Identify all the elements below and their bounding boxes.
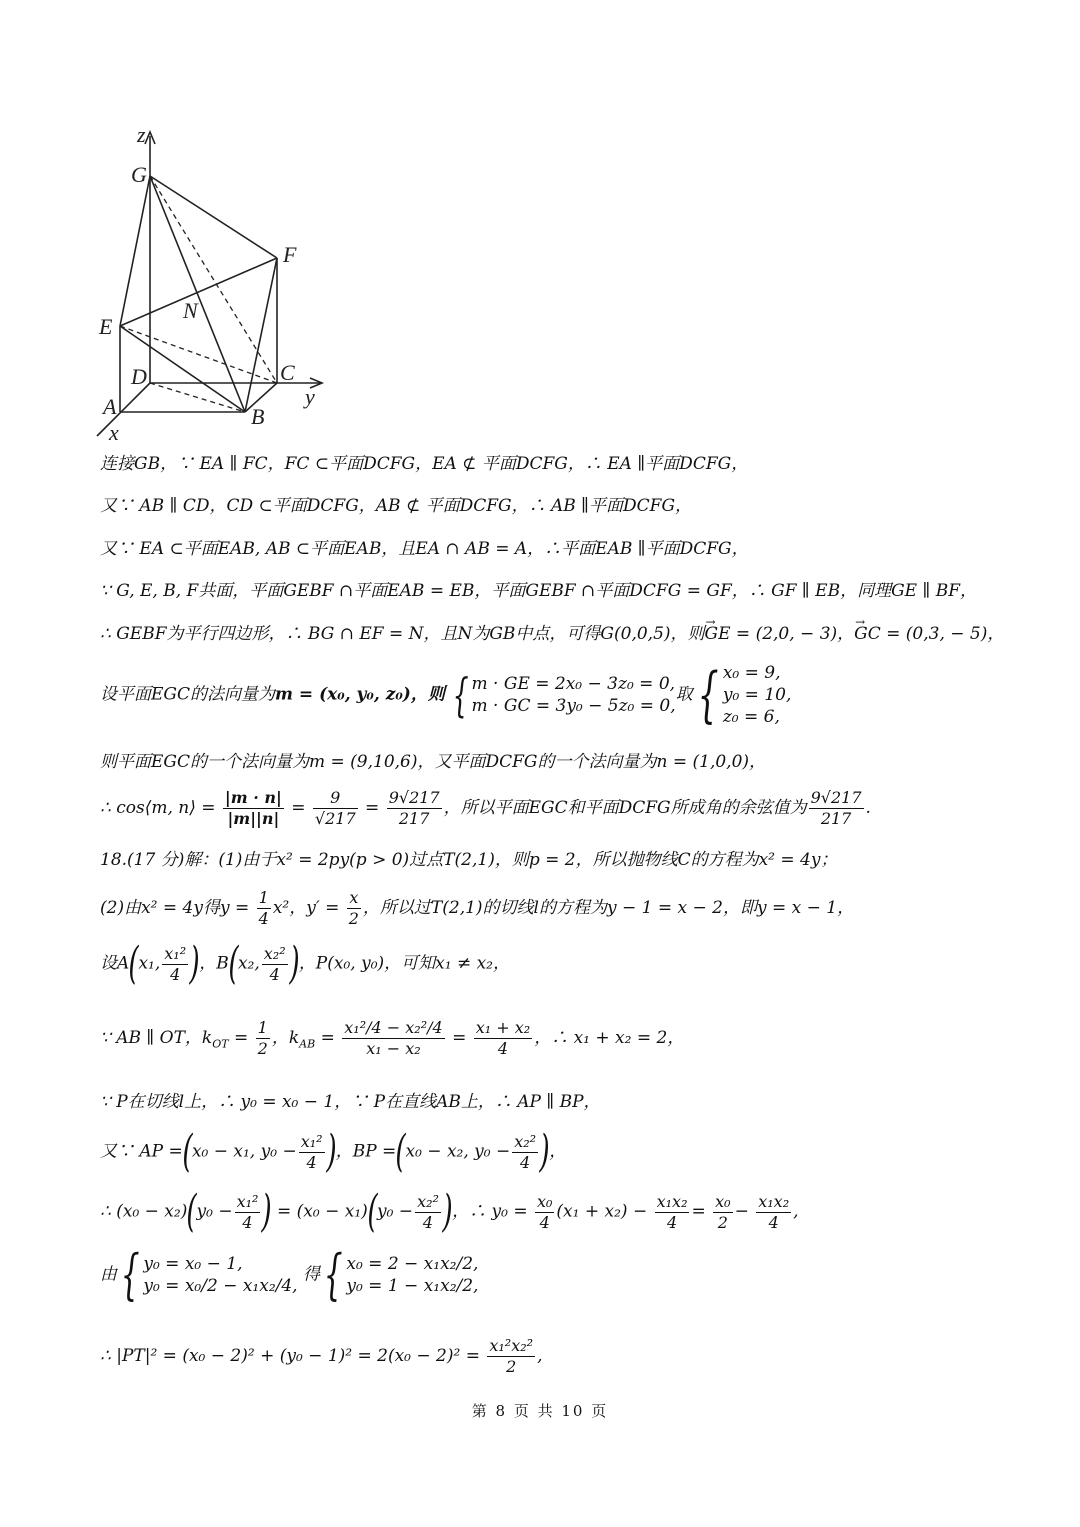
label-y: y: [305, 384, 315, 409]
line-14: 又∵ AP =(x₀ − x₁, y₀ − $\frac{\text{x₁²}}{4}$ )，BP =(x₀ − x₂, y₀ − $\frac{\text{x₂²}}{4}$ )，: [100, 1126, 567, 1177]
page-footer: 第 8 页 共 10 页: [471, 1402, 609, 1420]
line-6: 设平面EGC的法向量为m = (x₀, y₀, z₀)，则 { m · GE = 2x₀ − 3z₀ = 0, m · GC = 3y₀ − 5z₀ = 0, 取 { x₀ = 9, y₀ = 10, z₀ = 6,: [100, 660, 792, 730]
normal-vector-solution: { x₀ = 9, y₀ = 10, z₀ = 6,: [697, 660, 792, 730]
line-13: ∵ P在切线l上，∴ y₀ = x₀ − 1，∵ P在直线AB上，∴ AP ∥ BP，: [100, 1092, 601, 1112]
line-12: ∵ AB ∥ OT，$k_{OT}$ = $\frac{1}{2}$ ，$k_{AB}$ = $\frac{\text{x₁²/4 − x₂²/4}}{\text{x₁ − x₂}}$ = $\frac{\text{x₁ + x₂}}{4}$ ，∴ x₁ + x₂ = 2，: [100, 1018, 685, 1058]
label-D: D: [131, 364, 147, 389]
label-A: A: [103, 394, 117, 419]
line-15: ∴ (x₀ − x₂)(y₀ − $\frac{\text{x₁²}}{4}$ ) = (x₀ − x₁)(y₀ − $\frac{\text{x₂²}}{4}$ )，∴ y₀ = $\frac{\text{x₀}}{4}$ (x₁ + x₂) − $\frac{\text{x₁x₂}}{4}$ = $\frac{\text{x₀}}{2}$ − $\frac{\text{x₁x₂}}{4}$ ,: [100, 1186, 799, 1237]
label-z: z: [137, 122, 146, 147]
line-17: ∴ |PT|² = (x₀ − 2)² + (y₀ − 1)² = 2(x₀ − 2)² = $\frac{\text{x₁²x₂²}}{2}$ ,: [100, 1336, 543, 1376]
label-x: x: [109, 420, 119, 445]
line-11: 设A(x₁, $\frac{\text{x₁²}}{4}$ )，B(x₂, $\frac{\text{x₂²}}{4}$ )，P(x₀, y₀)，可知x₁ ≠ x₂，: [100, 938, 511, 989]
line-2: 又∵ AB ∥ CD，CD ⊂平面DCFG，AB ⊄ 平面DCFG，∴ AB ∥平面DCFG，: [100, 496, 693, 516]
system-1: { y₀ = x₀ − 1, y₀ = x₀/2 − x₁x₂/4,: [120, 1243, 298, 1306]
line-3: 又∵ EA ⊂平面EAB, AB ⊂平面EAB，且EA ∩ AB = A，∴平面EAB ∥平面DCFG，: [100, 539, 749, 559]
label-E: E: [99, 314, 113, 339]
label-B: B: [251, 404, 265, 429]
line-9: 18.(17 分)解：(1)由于x² = 2py(p > 0)过点T(2,1)，则p = 2，所以抛物线C的方程为x² = 4y；: [100, 850, 838, 870]
label-N: N: [183, 298, 198, 323]
line-4: ∵ G, E, B, F共面，平面GEBF ∩平面EAB = EB，平面GEBF ∩平面DCFG = GF，∴ GF ∥ EB，同理GE ∥ BF，: [100, 581, 978, 601]
line-5: ∴ GEBF为平行四边形，∴ BG ∩ EF = N，且N为GB中点，可得G(0,0,5)，则→ GE = (2,0, − 3)，→ GC = (0,3, − 5)，: [100, 622, 1004, 646]
system-2: { x₀ = 2 − x₁x₂/2, y₀ = 1 − x₁x₂/2,: [323, 1243, 479, 1306]
label-F: F: [283, 242, 297, 267]
line-10: (2)由x² = 4y得y = $\frac{1}{4}$ x²，y′ = $\frac{x}{2}$ ，所以过T(2,1)的切线l的方程为y − 1 = x − 2，即y = x − 1，: [100, 888, 855, 928]
label-G: G: [131, 162, 147, 187]
line-7: 则平面EGC的一个法向量为m = (9,10,6)，又平面DCFG的一个法向量为n = (1,0,0)，: [100, 752, 767, 772]
geometry-figure: [85, 118, 345, 448]
normal-vector-system: { m · GE = 2x₀ − 3z₀ = 0, m · GC = 3y₀ − 5z₀ = 0,: [452, 668, 676, 722]
line-8: ∴ cos⟨m, n⟩ = $\frac{|m \cdot n|}{|m||n|}$ = $\frac{9}{√217}$ = $\frac{9√217}{217}$ ，所以平面EGC和平面DCFG所成角的余弦值为 $\frac{9√217}{217}$ .: [100, 788, 871, 828]
line-1: 连接GB，∵ EA ∥ FC，FC ⊂平面DCFG，EA ⊄ 平面DCFG，∴ EA ∥平面DCFG，: [100, 454, 749, 474]
label-C: C: [280, 360, 295, 385]
line-16: 由 { y₀ = x₀ − 1, y₀ = x₀/2 − x₁x₂/4, 得 { x₀ = 2 − x₁x₂/2, y₀ = 1 − x₁x₂/2,: [100, 1243, 479, 1306]
